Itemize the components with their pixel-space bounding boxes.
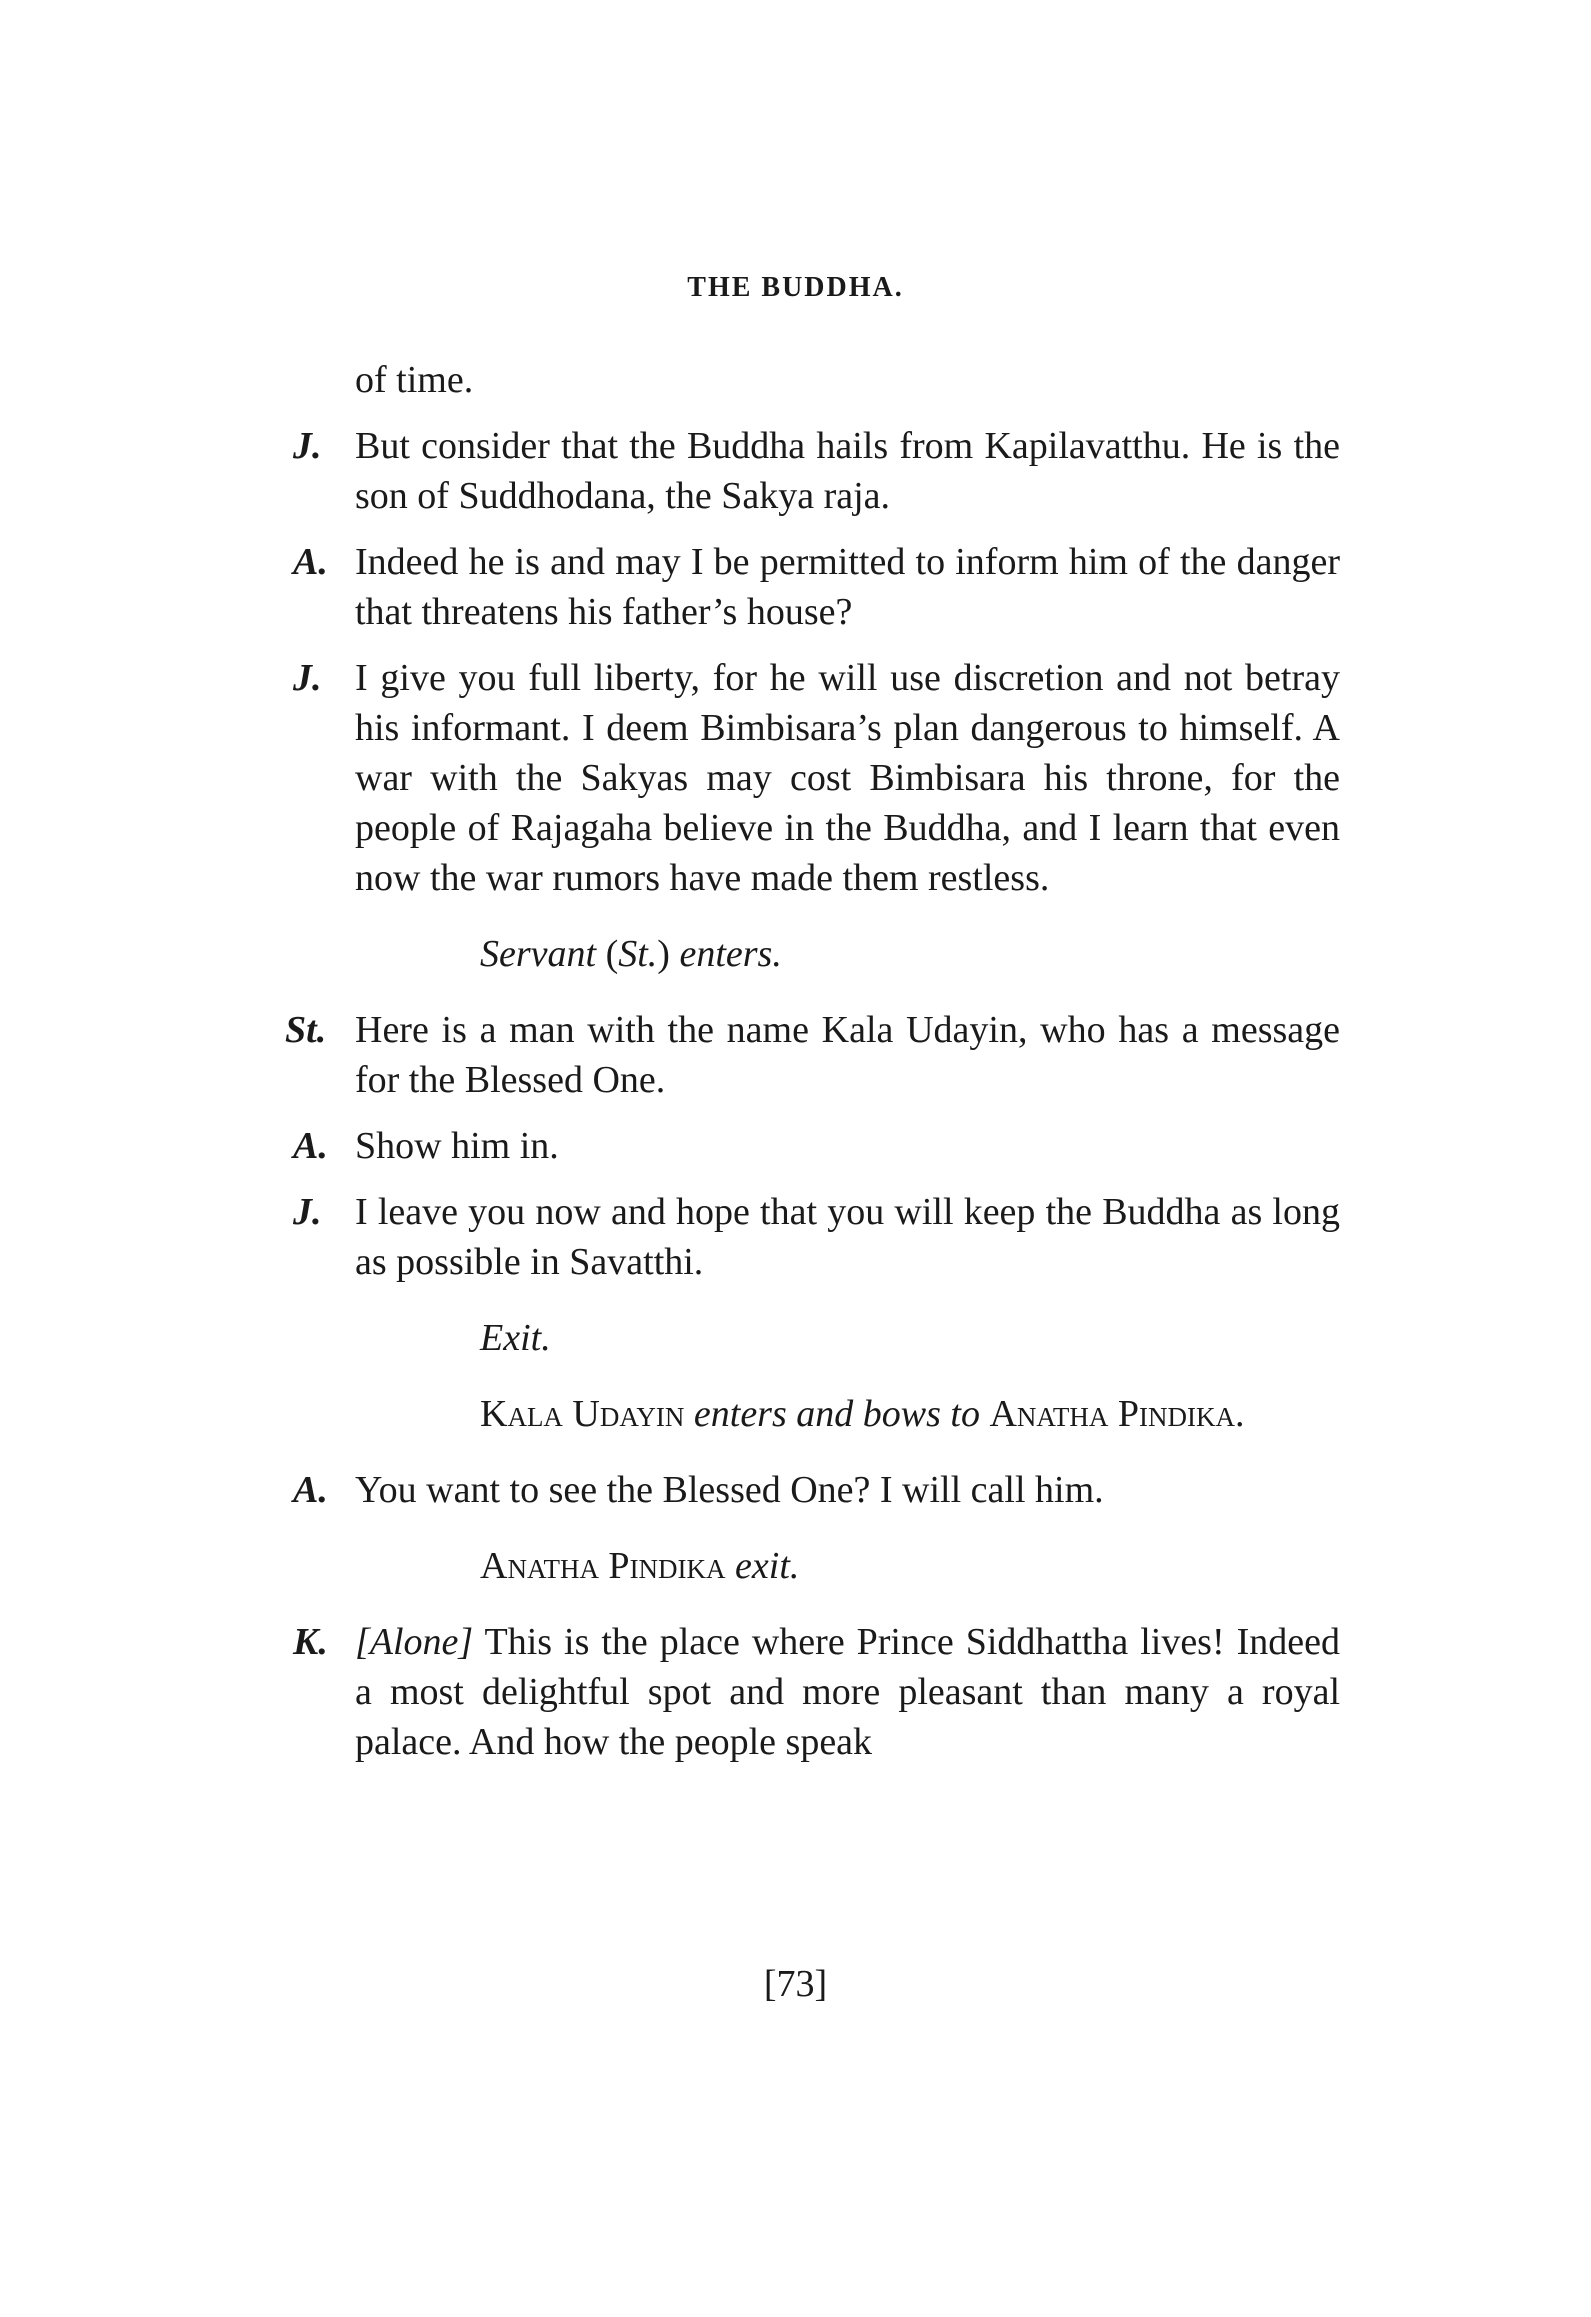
stage-name: Kala Udayin [480,1393,685,1435]
speech-text: This is the place where Prince Siddhattha lives! Indeed a most delightful spot and more pleasant than many a royal palace. And how the people speak [355,1621,1340,1763]
speech-4 [285,1005,1340,1105]
text-block [285,355,1340,1767]
stage-direction-1 [480,929,1340,979]
page-number: [73] [763,1963,828,2005]
stage-action: Exit. [480,1317,551,1359]
speech-3 [293,653,1340,903]
speaker-label: J. [293,1191,322,1233]
stage-direction-4 [480,1541,1340,1591]
speech-7 [293,1465,1340,1515]
speech-text: Indeed he is and may I be permitted to inform him of the danger that threatens his father’s house? [355,541,1340,633]
speech-text: Here is a man with the name Kala Udayin, who has a message for the Blessed One. [355,1009,1340,1101]
speaker-label: St. [285,1009,327,1051]
stage-name: Anatha Pindika [480,1545,726,1587]
stage-action: exit. [735,1545,800,1587]
speaker-label: J. [293,657,322,699]
stage-direction-2 [480,1313,1340,1363]
speech-2 [293,537,1340,637]
stage-direction-inline: [Alone] [355,1621,474,1663]
speech-6 [293,1187,1340,1287]
speaker-label: A. [293,541,328,583]
speech-8 [293,1617,1340,1767]
speaker-label: A. [293,1125,328,1167]
speech-text: I give you full liberty, for he will use discretion and not betray his informant. I deem Bimbisara’s plan dangerous to himself. A war with the Sakyas may cost Bimbisara his throne, for the people of Rajagaha believe in the Buddha, and I learn that even now the war rumors have made them restless. [355,657,1340,899]
speech-1 [293,421,1340,521]
running-title: THE BUDDHA. [687,272,904,303]
speaker-label: J. [293,425,322,467]
continuation-line [355,355,1340,405]
speech-5 [293,1121,1340,1171]
stage-abbr: (St.) [605,933,670,975]
stage-name: Servant [480,933,597,975]
speech-text: You want to see the Blessed One? I will call him. [355,1469,1104,1511]
stage-name: Anatha Pindika. [989,1393,1245,1435]
stage-direction-3 [480,1389,1340,1439]
speech-text: Show him in. [355,1125,559,1167]
stage-action: enters. [679,933,782,975]
speaker-label: K. [293,1621,328,1663]
stage-action: enters and bows to [693,1393,980,1435]
speech-text: I leave you now and hope that you will keep the Buddha as long as possible in Savatthi. [355,1191,1340,1283]
speaker-label: A. [293,1469,328,1511]
continuation-text: of time. [355,359,474,401]
speech-text: But consider that the Buddha hails from Kapilavatthu. He is the son of Suddhodana, the Sakya raja. [355,425,1340,517]
